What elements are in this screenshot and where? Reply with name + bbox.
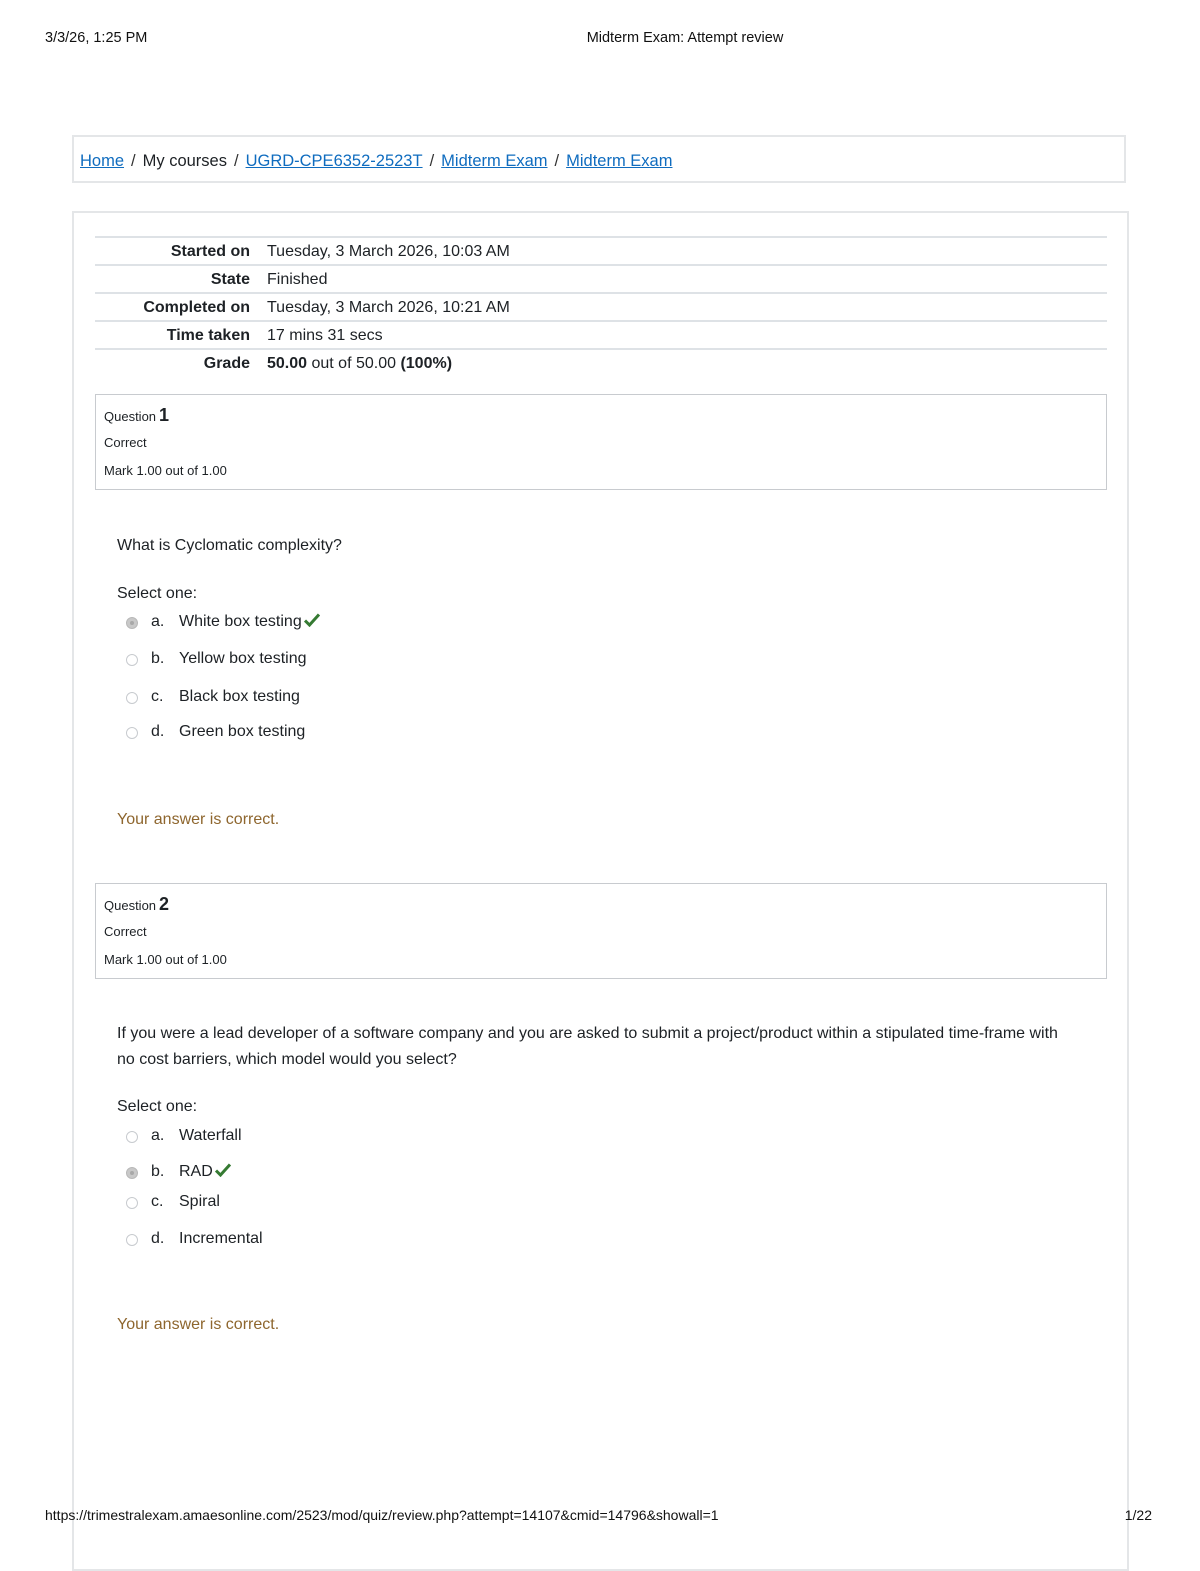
attempt-summary-table (95, 236, 1107, 376)
breadcrumb-separator: / (429, 152, 435, 170)
breadcrumb-section-link[interactable]: Midterm Exam (441, 152, 548, 170)
answer-text (179, 1163, 231, 1182)
question-number-value: 2 (159, 894, 170, 914)
time-taken-value: 17 mins 31 secs (267, 327, 383, 344)
radio-button[interactable] (126, 1234, 138, 1246)
state-value: Finished (267, 271, 328, 288)
radio-button[interactable] (126, 692, 138, 704)
summary-row-time (95, 320, 1107, 348)
question-info-1 (95, 394, 1107, 490)
breadcrumb-quiz-link[interactable]: Midterm Exam (566, 152, 673, 170)
breadcrumb-container (72, 135, 1126, 183)
answer-letter: b. (151, 1163, 165, 1180)
answer-text: Spiral (179, 1193, 220, 1210)
grade-out-of: out of 50.00 (307, 355, 401, 372)
state-label: State (210, 271, 250, 288)
answer-label: White box testing (179, 613, 302, 630)
grade-score: 50.00 (267, 355, 308, 372)
answer-text: Waterfall (179, 1127, 242, 1144)
breadcrumb-course-link[interactable]: UGRD-CPE6352-2523T (245, 152, 423, 170)
answer-text: Black box testing (179, 688, 300, 705)
summary-row-started (95, 236, 1107, 264)
answer-text: Yellow box testing (179, 650, 307, 667)
radio-button[interactable] (126, 1197, 138, 1209)
print-title: Midterm Exam: Attempt review (586, 30, 784, 46)
answer-letter: d. (151, 723, 165, 740)
radio-button-selected[interactable] (126, 1167, 138, 1179)
question-number-value: 1 (159, 405, 170, 425)
summary-row-grade (95, 348, 1107, 376)
radio-button[interactable] (126, 654, 138, 666)
time-taken-label: Time taken (166, 327, 250, 344)
question-number (104, 894, 169, 915)
answer-feedback: Your answer is correct. (117, 1316, 280, 1333)
answer-letter: d. (151, 1230, 165, 1247)
question-label: Question (104, 898, 157, 913)
select-one-prompt: Select one: (117, 1098, 198, 1115)
summary-row-completed (95, 292, 1107, 320)
grade-percent: (100%) (400, 355, 453, 372)
question-mark: Mark 1.00 out of 1.00 (104, 952, 227, 967)
completed-on-value: Tuesday, 3 March 2026, 10:21 AM (267, 299, 510, 316)
question-number (104, 405, 169, 426)
correct-check-icon (304, 613, 320, 632)
answer-letter: a. (151, 1127, 165, 1144)
answer-letter: b. (151, 650, 165, 667)
breadcrumb-separator: / (131, 152, 136, 170)
radio-button-selected[interactable] (126, 617, 138, 629)
breadcrumb (80, 152, 672, 171)
grade-label: Grade (203, 355, 250, 372)
completed-on-label: Completed on (143, 299, 250, 316)
grade-value (267, 355, 452, 373)
print-date: 3/3/26, 1:25 PM (45, 30, 148, 46)
radio-button[interactable] (126, 1131, 138, 1143)
started-on-label: Started on (170, 243, 250, 260)
answer-letter: a. (151, 613, 165, 630)
answer-label: RAD (179, 1163, 213, 1180)
correct-check-icon (215, 1163, 231, 1182)
question-state: Correct (104, 435, 147, 450)
started-on-value: Tuesday, 3 March 2026, 10:03 AM (267, 243, 510, 260)
summary-row-state (95, 264, 1107, 292)
select-one-prompt: Select one: (117, 585, 198, 602)
answer-text: Incremental (179, 1230, 263, 1247)
question-mark: Mark 1.00 out of 1.00 (104, 463, 227, 478)
question-info-2 (95, 883, 1107, 979)
radio-button[interactable] (126, 727, 138, 739)
answer-letter: c. (151, 688, 164, 705)
answer-letter: c. (151, 1193, 164, 1210)
page-number: 1/22 (1124, 1507, 1152, 1523)
breadcrumb-home-link[interactable]: Home (80, 152, 125, 170)
question-text: If you were a lead developer of a software company and you are asked to submit a project/product within a stipulated time-frame with no cost barriers, which model would you select? (117, 1025, 1058, 1068)
question-label: Question (104, 409, 157, 424)
print-header (0, 30, 1200, 50)
print-url: https://trimestralexam.amaesonline.com/2523/mod/quiz/review.php?attempt=14107&cmid=14796&showall=1 (45, 1507, 719, 1523)
answer-feedback: Your answer is correct. (117, 811, 280, 828)
answer-text: Green box testing (179, 723, 306, 740)
question-text: What is Cyclomatic complexity? (117, 537, 342, 554)
question-state: Correct (104, 924, 147, 939)
breadcrumb-separator: / (233, 152, 239, 170)
answer-text (179, 613, 320, 632)
breadcrumb-my-courses: My courses (142, 152, 227, 170)
breadcrumb-separator: / (554, 152, 560, 170)
